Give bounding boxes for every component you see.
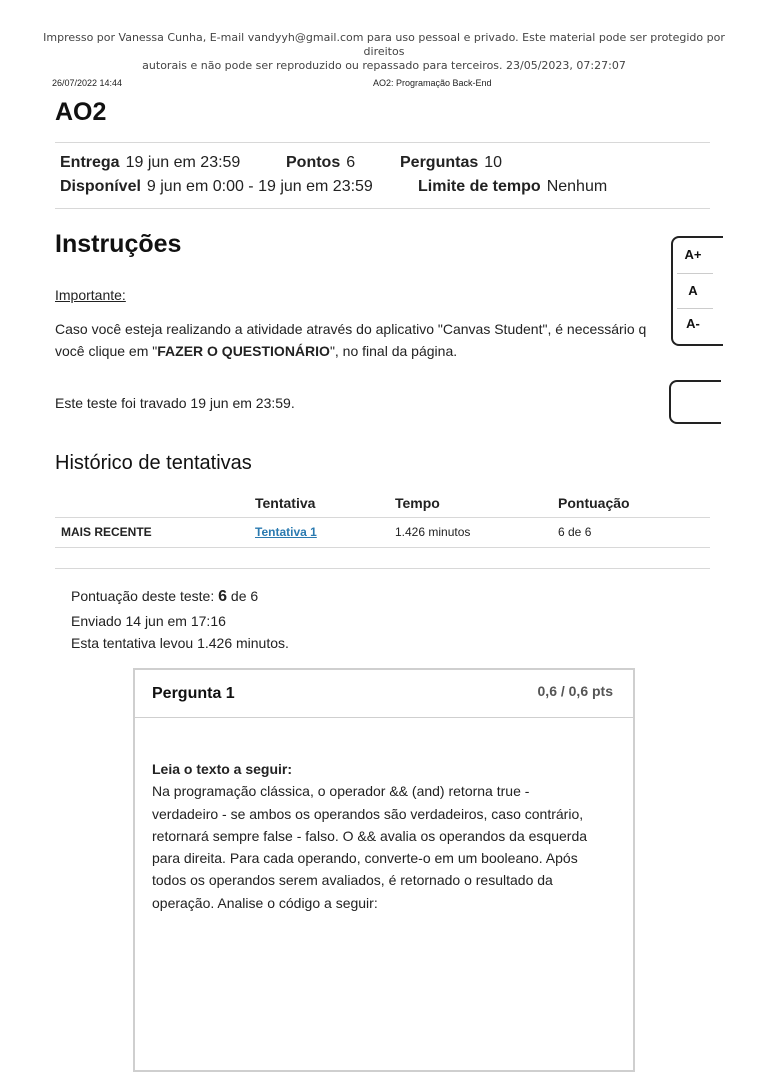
- font-normal-button[interactable]: A: [688, 283, 698, 298]
- column-header-attempt: Tentativa: [255, 495, 316, 511]
- print-date: 26/07/2022 14:44: [52, 78, 123, 88]
- divider: [55, 142, 710, 143]
- instructions-paragraph: [55, 318, 670, 362]
- meta-perguntas-label: Perguntas: [400, 154, 479, 171]
- column-header-time: Tempo: [395, 495, 440, 511]
- meta-perguntas: [400, 154, 502, 172]
- question-card: [133, 668, 635, 1072]
- attempt-link-wrap: [255, 525, 317, 539]
- font-decrease-button[interactable]: A-: [686, 316, 700, 331]
- watermark-line-1: Impresso por Vanessa Cunha, E-mail vandyyh@gmail.com para uso pessoal e privado. Este material pode ser protegido por direitos: [43, 31, 725, 58]
- meta-entrega-label: Entrega: [60, 154, 120, 171]
- score-prefix: Pontuação deste teste:: [71, 588, 219, 604]
- score-value: 6: [218, 588, 228, 605]
- instructions-line-1: Caso você esteja realizando a atividade através do aplicativo "Canvas Student", é necessário q: [55, 321, 647, 337]
- meta-limite: [418, 178, 607, 196]
- important-text: Importante:: [55, 287, 126, 303]
- divider: [55, 568, 710, 569]
- meta-disponivel-label: Disponível: [60, 178, 141, 195]
- attempt-duration: Esta tentativa levou 1.426 minutos.: [71, 635, 289, 651]
- question-body: [152, 758, 592, 914]
- row-label-most-recent: MAIS RECENTE: [61, 525, 152, 539]
- meta-pontos-value: 6: [346, 154, 356, 171]
- meta-entrega-value: 19 jun em 23:59: [125, 154, 241, 171]
- column-header-score: Pontuação: [558, 495, 630, 511]
- question-lead: Leia o texto a seguir:: [152, 761, 293, 777]
- table-divider: [55, 517, 710, 518]
- score-suffix: de 6: [227, 588, 259, 604]
- meta-perguntas-value: 10: [484, 154, 503, 171]
- quiz-score: [71, 588, 258, 606]
- important-label: [55, 284, 126, 306]
- meta-pontos: [286, 154, 355, 172]
- question-title: Pergunta 1: [152, 685, 235, 702]
- toolbar-divider: [677, 273, 713, 274]
- font-increase-button[interactable]: A+: [684, 247, 702, 262]
- instructions-line-2-prefix: você clique em ": [55, 343, 158, 359]
- meta-disponivel: [60, 178, 373, 196]
- side-panel-toggle[interactable]: [669, 380, 721, 424]
- question-text: Na programação clássica, o operador && (and) retorna true - verdadeiro - se ambos os operandos são verdadeiros, caso contrário, retornará sempre false - falso. O && avalia os operandos da esquerda para direita. Para cada operando, converte-o em um booleano. Após todos os operandos serem avaliados, é retornado o resultado da operação. Analise o código a seguir:: [152, 783, 588, 911]
- attempt-score: 6 de 6: [558, 525, 592, 539]
- attempt-time: 1.426 minutos: [395, 525, 471, 539]
- print-doc-title: AO2: Programação Back-End: [373, 78, 492, 88]
- print-watermark: [30, 31, 738, 73]
- start-quiz-emphasis: FAZER O QUESTIONÁRIO: [157, 343, 330, 359]
- instructions-line-2: [55, 340, 670, 362]
- page-title: AO2: [55, 98, 107, 126]
- toolbar-divider: [677, 308, 713, 309]
- submitted-at: Enviado 14 jun em 17:16: [71, 613, 226, 629]
- instructions-heading: Instruções: [55, 230, 182, 258]
- meta-limite-label: Limite de tempo: [418, 178, 541, 195]
- meta-pontos-label: Pontos: [286, 154, 341, 171]
- locked-notice: Este teste foi travado 19 jun em 23:59.: [55, 395, 295, 411]
- question-points: 0,6 / 0,6 pts: [537, 683, 613, 699]
- meta-disponivel-value: 9 jun em 0:00 - 19 jun em 23:59: [146, 178, 373, 195]
- history-heading: Histórico de tentativas: [55, 452, 252, 474]
- divider: [55, 208, 710, 209]
- watermark-line-2: autorais e não pode ser reproduzido ou repassado para terceiros. 23/05/2023, 07:27:07: [142, 59, 626, 72]
- table-divider: [55, 547, 710, 548]
- question-header: [135, 670, 633, 718]
- instructions-line-2-suffix: ", no final da página.: [329, 343, 458, 359]
- font-size-toolbar: [671, 236, 723, 346]
- meta-entrega: [60, 154, 240, 172]
- attempt-1-link[interactable]: Tentativa 1: [255, 525, 317, 539]
- meta-limite-value: Nenhum: [546, 178, 608, 195]
